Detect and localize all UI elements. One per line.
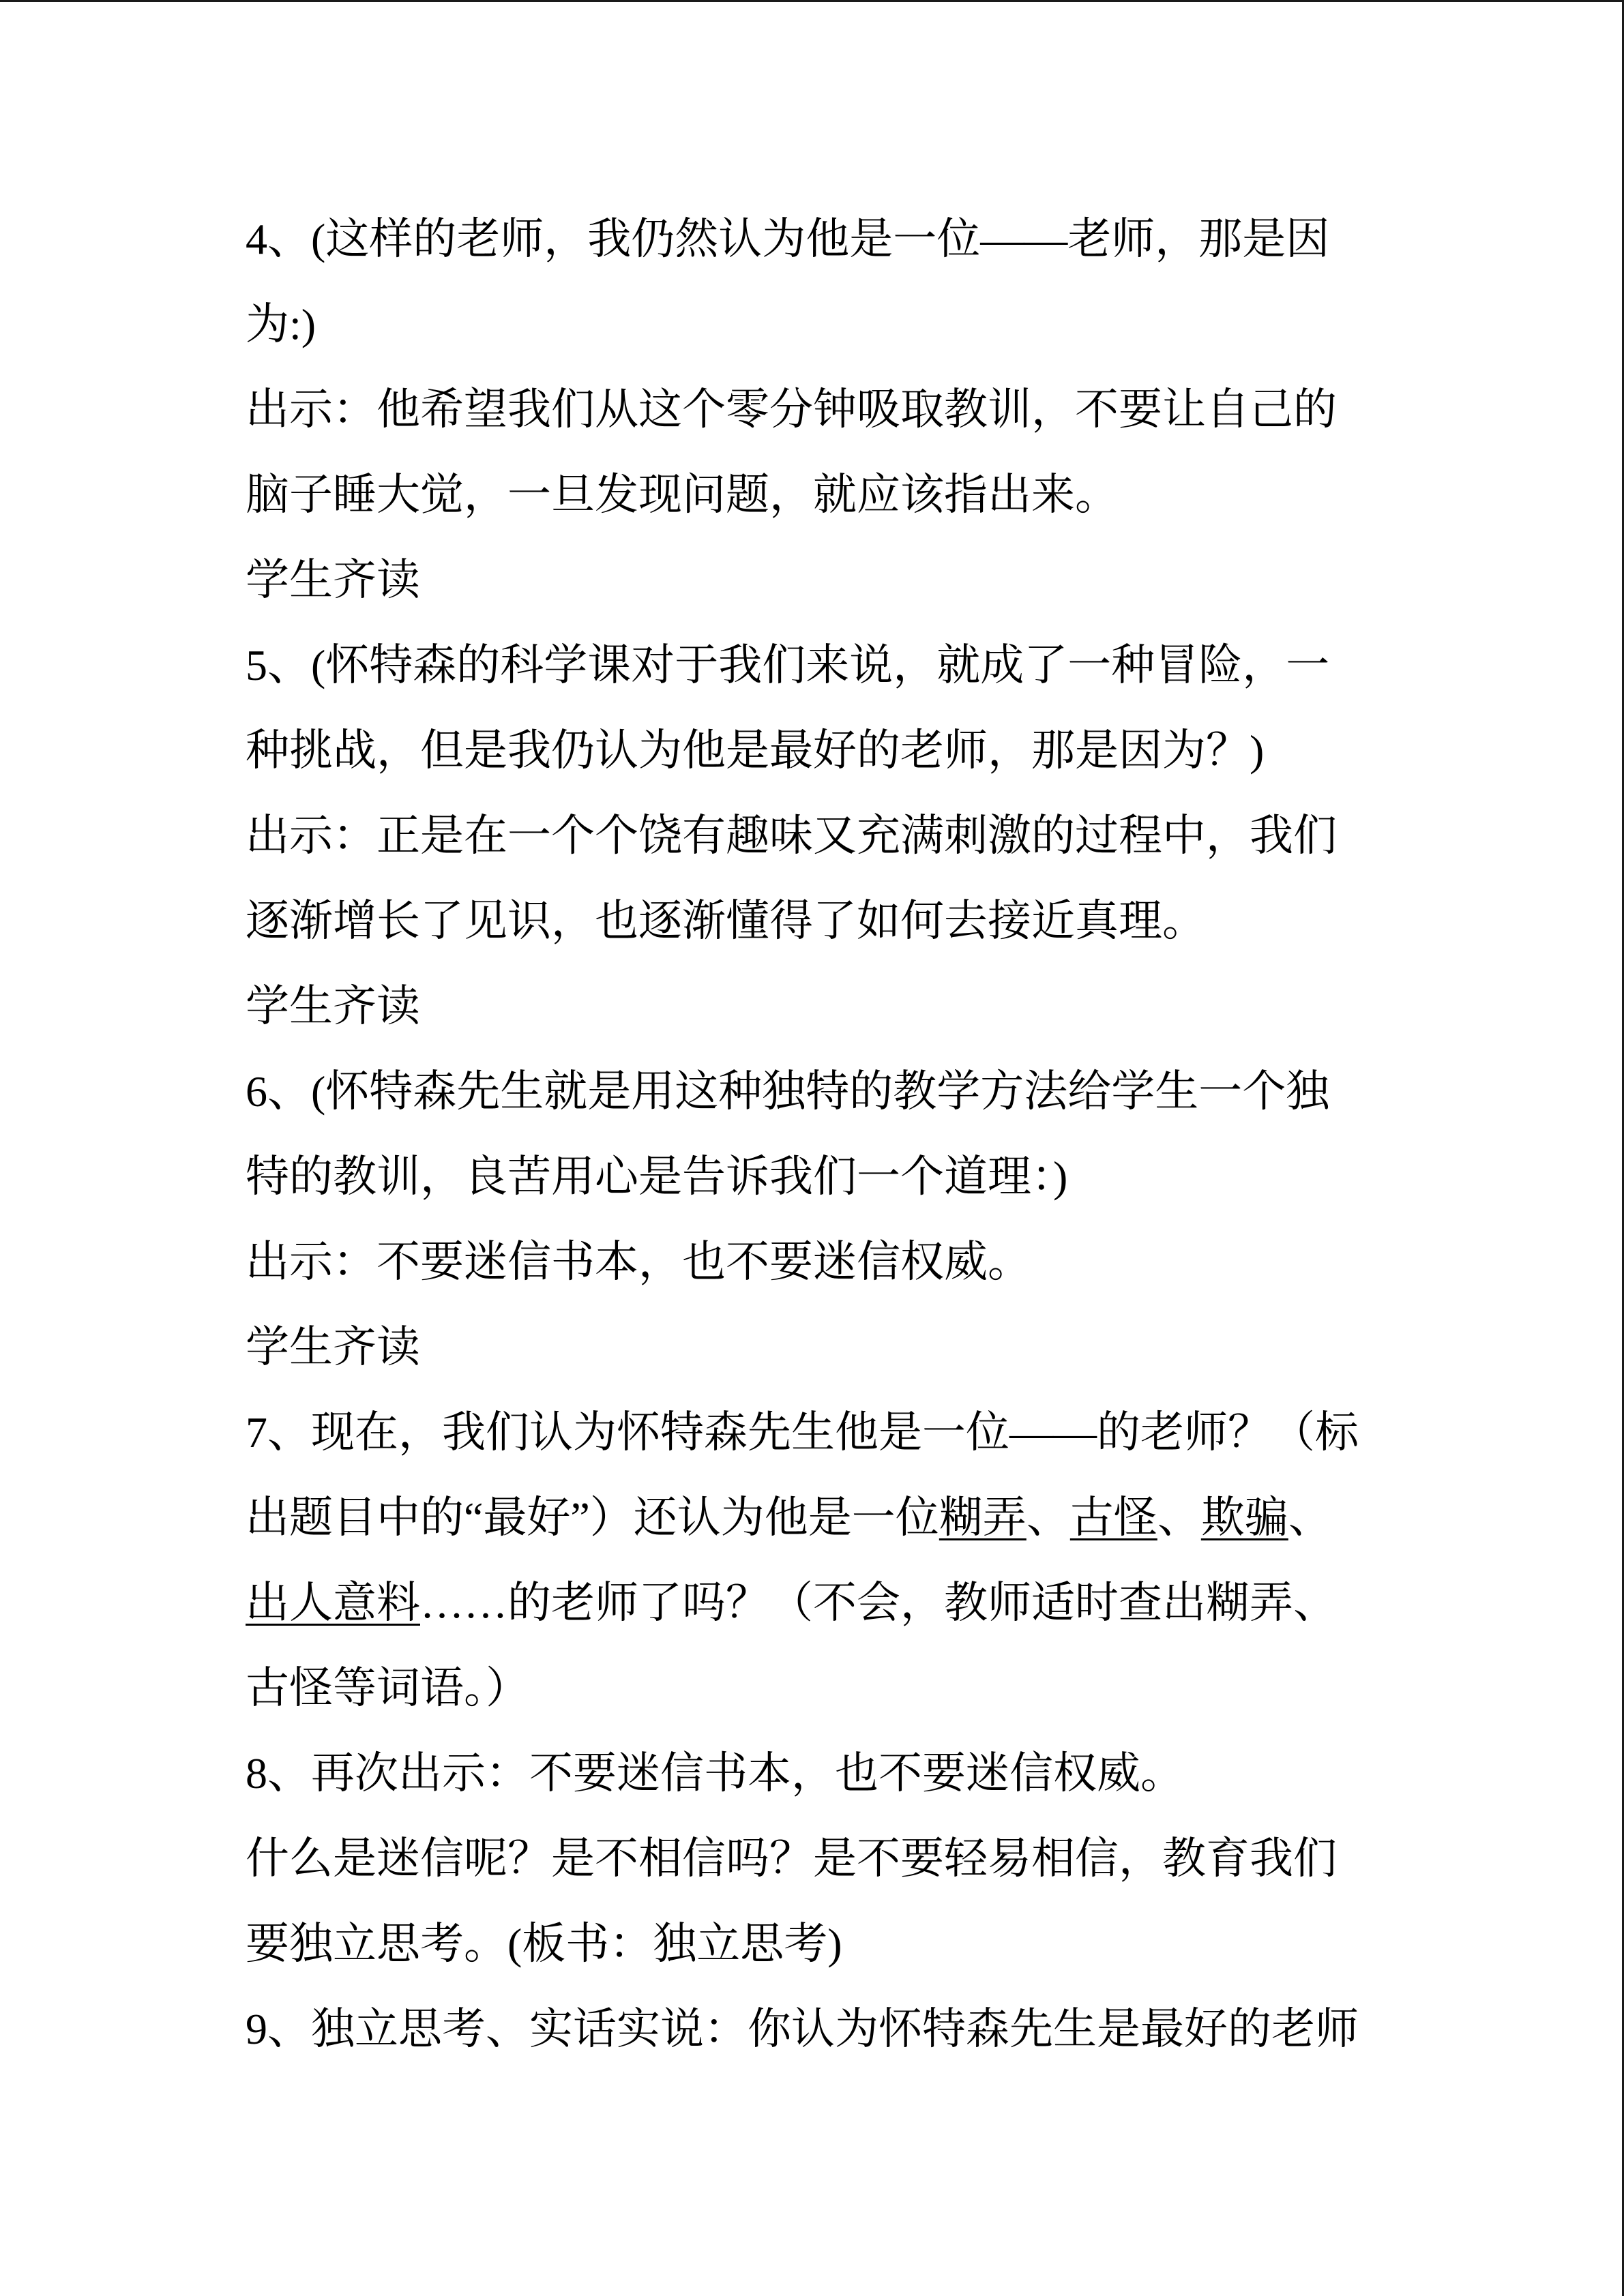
text-line: 4、(这样的老师，我仍然认为他是一位——老师，那是因 bbox=[246, 215, 1330, 263]
text-segment: 出题目中的“最好”）还认为他是一位 bbox=[246, 1493, 939, 1542]
step-4-question bbox=[246, 196, 1541, 367]
underlined-word: 出人意料 bbox=[246, 1579, 420, 1627]
step-9-prompt bbox=[246, 1986, 1541, 2072]
text-line bbox=[246, 1475, 1541, 1560]
underlined-word: 欺骗 bbox=[1200, 1493, 1288, 1542]
document-page bbox=[246, 196, 1541, 2072]
display-sentence bbox=[246, 793, 1541, 964]
text-line: 要独立思考。(板书：独立思考) bbox=[246, 1920, 842, 1968]
text-line: 学生齐读 bbox=[246, 982, 420, 1030]
text-segment: 、 bbox=[1288, 1493, 1332, 1542]
step-6-question bbox=[246, 1049, 1541, 1219]
text-line: 7、现在，我们认为怀特森先生他是一位——的老师？（标 bbox=[246, 1408, 1359, 1457]
text-line: 出示：正是在一个个饶有趣味又充满刺激的过程中，我们 bbox=[246, 811, 1337, 860]
step-8-display bbox=[246, 1731, 1541, 1816]
step-8-explanation bbox=[246, 1816, 1541, 1986]
underlined-word: 古怪 bbox=[1069, 1493, 1157, 1542]
text-line: 学生齐读 bbox=[246, 1323, 420, 1371]
text-segment: ……的老师了吗？（不会，教师适时查出糊弄、 bbox=[420, 1579, 1337, 1627]
underlined-word: 糊弄 bbox=[939, 1493, 1027, 1542]
text-segment: 、 bbox=[1026, 1493, 1070, 1542]
text-line: 种挑战，但是我仍认为他是最好的老师，那是因为？) bbox=[246, 726, 1265, 775]
text-line: 学生齐读 bbox=[246, 556, 420, 604]
text-line: 9、独立思考、实话实说：你认为怀特森先生是最好的老师 bbox=[246, 2005, 1359, 2053]
text-line: 特的教训，良苦用心是告诉我们一个道理：) bbox=[246, 1152, 1068, 1201]
text-line: 出示：他希望我们从这个零分钟吸取教训，不要让自己的 bbox=[246, 385, 1337, 434]
text-segment: 、 bbox=[1157, 1493, 1201, 1542]
display-sentence bbox=[246, 1219, 1541, 1304]
text-line bbox=[246, 1560, 1541, 1645]
text-line: 逐渐增长了见识，也逐渐懂得了如何去接近真理。 bbox=[246, 897, 1206, 945]
step-7-discussion bbox=[246, 1390, 1541, 1731]
student-read-aloud bbox=[246, 964, 1541, 1049]
student-read-aloud bbox=[246, 537, 1541, 623]
text-line: 脑子睡大觉，一旦发现问题，就应该指出来。 bbox=[246, 471, 1119, 519]
text-line: 古怪等词语。） bbox=[246, 1664, 529, 1712]
display-sentence bbox=[246, 367, 1541, 537]
text-line: 8、再次出示：不要迷信书本，也不要迷信权威。 bbox=[246, 1749, 1184, 1798]
step-5-question bbox=[246, 623, 1541, 793]
text-line: 5、(怀特森的科学课对于我们来说，就成了一种冒险，一 bbox=[246, 641, 1330, 689]
text-line: 6、(怀特森先生就是用这种独特的教学方法给学生一个独 bbox=[246, 1067, 1330, 1116]
text-line: 什么是迷信呢？是不相信吗？是不要轻易相信，教育我们 bbox=[246, 1834, 1337, 1883]
text-line: 出示：不要迷信书本，也不要迷信权威。 bbox=[246, 1238, 1031, 1286]
student-read-aloud bbox=[246, 1304, 1541, 1390]
text-line: 为:) bbox=[246, 300, 316, 348]
